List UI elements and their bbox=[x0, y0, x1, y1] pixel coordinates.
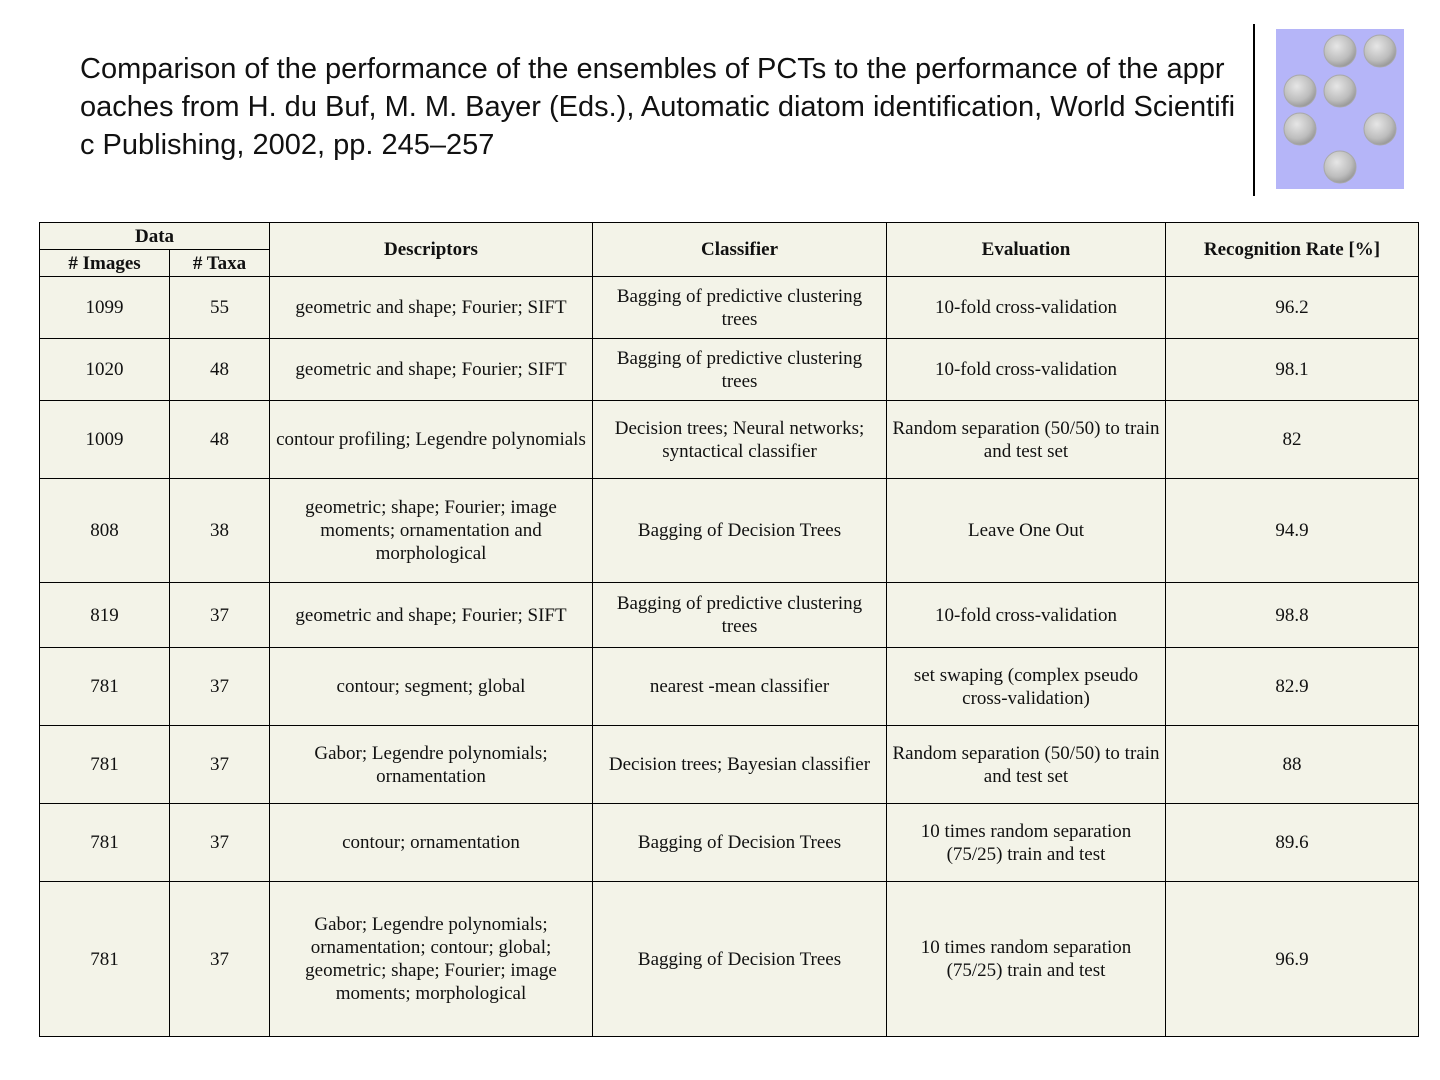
cell-classifier: Decision trees; Neural networks; syntactical classifier bbox=[593, 401, 887, 479]
cell-images: 808 bbox=[40, 479, 170, 583]
cell-rate: 94.9 bbox=[1166, 479, 1419, 583]
header-classifier: Classifier bbox=[593, 223, 887, 277]
header-images: # Images bbox=[40, 250, 170, 277]
cell-evaluation: Random separation (50/50) to train and test set bbox=[887, 726, 1166, 804]
cell-taxa: 37 bbox=[170, 882, 270, 1037]
logo-circle bbox=[1324, 75, 1356, 107]
logo-circle bbox=[1324, 151, 1356, 183]
cell-images: 781 bbox=[40, 882, 170, 1037]
table-row bbox=[40, 882, 1419, 1037]
logo-circle bbox=[1324, 35, 1356, 67]
table-row bbox=[40, 726, 1419, 804]
table-row bbox=[40, 648, 1419, 726]
cell-descriptors: contour; ornamentation bbox=[270, 804, 593, 882]
table-row bbox=[40, 277, 1419, 339]
cell-images: 781 bbox=[40, 804, 170, 882]
logo-circle bbox=[1284, 113, 1316, 145]
cell-descriptors: contour profiling; Legendre polynomials bbox=[270, 401, 593, 479]
cell-taxa: 37 bbox=[170, 804, 270, 882]
header-descriptors: Descriptors bbox=[270, 223, 593, 277]
cell-classifier: nearest -mean classifier bbox=[593, 648, 887, 726]
title-divider bbox=[1253, 24, 1255, 196]
header-data-group: Data bbox=[40, 223, 270, 250]
cell-images: 1099 bbox=[40, 277, 170, 339]
header-recognition-rate: Recognition Rate [%] bbox=[1166, 223, 1419, 277]
header-taxa: # Taxa bbox=[170, 250, 270, 277]
cell-evaluation: Leave One Out bbox=[887, 479, 1166, 583]
cell-classifier: Bagging of Decision Trees bbox=[593, 804, 887, 882]
logo-circle bbox=[1364, 113, 1396, 145]
cell-descriptors: Gabor; Legendre polynomials; ornamentation; contour; global; geometric; shape; Fourier; image moments; morphological bbox=[270, 882, 593, 1037]
cell-descriptors: contour; segment; global bbox=[270, 648, 593, 726]
cell-images: 1020 bbox=[40, 339, 170, 401]
cell-rate: 82.9 bbox=[1166, 648, 1419, 726]
table-row bbox=[40, 401, 1419, 479]
cell-descriptors: Gabor; Legendre polynomials; ornamentation bbox=[270, 726, 593, 804]
cell-evaluation: 10-fold cross-validation bbox=[887, 583, 1166, 648]
cell-classifier: Bagging of Decision Trees bbox=[593, 479, 887, 583]
cell-evaluation: Random separation (50/50) to train and test set bbox=[887, 401, 1166, 479]
table-row bbox=[40, 583, 1419, 648]
cell-classifier: Bagging of predictive clustering trees bbox=[593, 583, 887, 648]
comparison-table bbox=[39, 222, 1419, 1037]
cell-rate: 88 bbox=[1166, 726, 1419, 804]
cell-classifier: Bagging of predictive clustering trees bbox=[593, 277, 887, 339]
cell-rate: 82 bbox=[1166, 401, 1419, 479]
cell-taxa: 38 bbox=[170, 479, 270, 583]
logo-circle bbox=[1364, 35, 1396, 67]
cell-rate: 98.8 bbox=[1166, 583, 1419, 648]
cell-taxa: 37 bbox=[170, 648, 270, 726]
cell-descriptors: geometric and shape; Fourier; SIFT bbox=[270, 583, 593, 648]
cell-rate: 89.6 bbox=[1166, 804, 1419, 882]
header-evaluation: Evaluation bbox=[887, 223, 1166, 277]
cell-taxa: 48 bbox=[170, 339, 270, 401]
cell-evaluation: 10 times random separation (75/25) train and test bbox=[887, 882, 1166, 1037]
cell-rate: 96.2 bbox=[1166, 277, 1419, 339]
table-row bbox=[40, 804, 1419, 882]
cell-images: 781 bbox=[40, 648, 170, 726]
cell-rate: 96.9 bbox=[1166, 882, 1419, 1037]
table-row bbox=[40, 339, 1419, 401]
cell-images: 819 bbox=[40, 583, 170, 648]
cell-taxa: 37 bbox=[170, 726, 270, 804]
cell-rate: 98.1 bbox=[1166, 339, 1419, 401]
logo-circle bbox=[1284, 75, 1316, 107]
cell-descriptors: geometric and shape; Fourier; SIFT bbox=[270, 339, 593, 401]
cell-classifier: Bagging of predictive clustering trees bbox=[593, 339, 887, 401]
cell-classifier: Bagging of Decision Trees bbox=[593, 882, 887, 1037]
cell-evaluation: 10 times random separation (75/25) train and test bbox=[887, 804, 1166, 882]
cell-taxa: 37 bbox=[170, 583, 270, 648]
cell-evaluation: set swaping (complex pseudo cross-validation) bbox=[887, 648, 1166, 726]
cell-classifier: Decision trees; Bayesian classifier bbox=[593, 726, 887, 804]
slide-title: Comparison of the performance of the ensembles of PCTs to the performance of the approaches from H. du Buf, M. M. Bayer (Eds.), Automatic diatom identification, World Scientific Publishing, 2002, pp. 245–257 bbox=[80, 53, 1236, 161]
cell-taxa: 55 bbox=[170, 277, 270, 339]
cell-taxa: 48 bbox=[170, 401, 270, 479]
cell-images: 781 bbox=[40, 726, 170, 804]
cell-descriptors: geometric and shape; Fourier; SIFT bbox=[270, 277, 593, 339]
table-row bbox=[40, 479, 1419, 583]
cell-images: 1009 bbox=[40, 401, 170, 479]
cell-evaluation: 10-fold cross-validation bbox=[887, 339, 1166, 401]
cell-descriptors: geometric; shape; Fourier; image moments; ornamentation and morphological bbox=[270, 479, 593, 583]
cell-evaluation: 10-fold cross-validation bbox=[887, 277, 1166, 339]
circles-logo-icon bbox=[1276, 29, 1404, 189]
